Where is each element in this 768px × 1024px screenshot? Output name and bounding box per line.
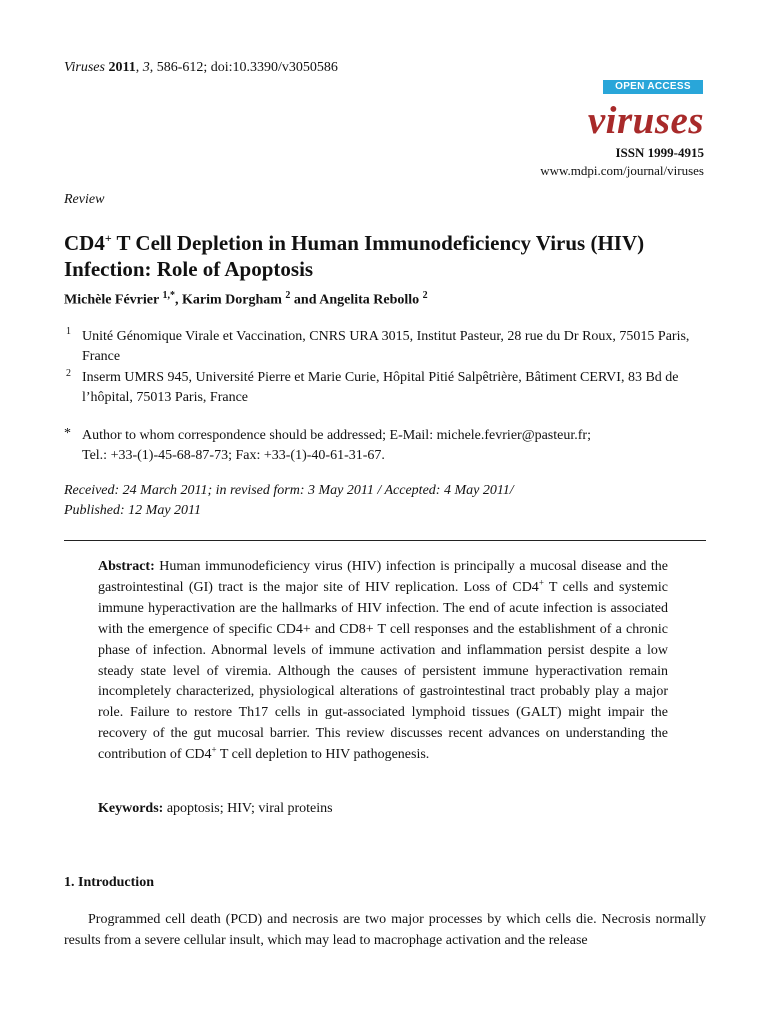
section-heading: 1. Introduction: [64, 875, 154, 890]
author-name: Karim Dorgham: [181, 292, 282, 308]
abstract-text: T cells and systemic immune hyperactivation are the hallmarks of HIV infection. The end of acute infection is associated with the emergence of specific CD4+ and CD8+ T cell responses and the establishment of a chronic phase of infection. Abnormal levels of immune activation and inflammation persist despite a low steady state level of viremia. Although the causes of persistent immune hyperactivation remain incompletely characterized, physiological alterations of gastrointestinal tract probably play a major role. Failure to restore Th17 cells in gut-associated lymphoid tissues (GALT) might impair the recovery of the gut mucosal barrier. This review discusses recent advances on understanding the contribution of CD4: [98, 579, 668, 763]
citation-line: Viruses 2011, 3, 586-612; doi:10.3390/v3050586: [64, 60, 338, 75]
open-access-badge: OPEN ACCESS: [603, 80, 703, 94]
author-name: Michèle Février: [64, 292, 159, 308]
citation-volume: 3: [142, 60, 150, 75]
journal-issn: ISSN 1999-4915: [615, 145, 704, 160]
author-affiliation-marker: 2: [285, 290, 291, 301]
affiliation-text: Unité Génomique Virale et Vaccination, CNRS URA 3015, Institut Pasteur, 28 rue du Dr Roux, 75015 Paris, France: [82, 329, 690, 364]
introduction-paragraph: Programmed cell death (PCD) and necrosis are two major processes by which cells die. Necrosis normally results from a severe cellular insult, which may lead to macrophage activation and the release: [64, 912, 706, 948]
author-separator: ,: [174, 292, 182, 308]
author-list: [64, 290, 428, 309]
journal-logo: viruses: [587, 99, 704, 142]
keywords: [98, 801, 333, 817]
author-separator: and: [290, 292, 320, 308]
title-part1: CD4: [64, 231, 105, 255]
abstract-text: Human immunodeficiency virus (HIV) infection is principally a mucosal disease and the gastrointestinal (GI) tract is the major site of HIV replication. Loss of CD4: [98, 559, 668, 595]
correspondence-line: Author to whom correspondence should be addressed; E-Mail: michele.fevrier@pasteur.fr;: [82, 428, 591, 443]
abstract-superscript: +: [538, 577, 544, 588]
abstract-superscript: +: [211, 744, 217, 755]
journal-url[interactable]: www.mdpi.com/journal/viruses: [540, 163, 704, 178]
citation-pages-doi: 586-612; doi:10.3390/v3050586: [156, 60, 338, 75]
correspondence-text: [82, 426, 707, 466]
correspondence-line: Tel.: +33-(1)-45-68-87-73; Fax: +33-(1)-40-61-31-67.: [82, 448, 385, 463]
horizontal-rule: [64, 540, 706, 541]
affiliation-text: Inserm UMRS 945, Université Pierre et Marie Curie, Hôpital Pitié Salpêtrière, Bâtiment CERVI, 83 Bd de l’hôpital, 75013 Paris, France: [82, 370, 679, 405]
keywords-text: apoptosis; HIV; viral proteins: [163, 801, 333, 816]
abstract-text: T cell depletion to HIV pathogenesis.: [216, 747, 430, 763]
author-affiliation-marker: 2: [422, 290, 428, 301]
article-type: Review: [64, 192, 105, 207]
title-superscript: +: [104, 231, 112, 245]
citation-year: 2011: [108, 60, 136, 75]
publication-dates: [64, 481, 704, 521]
abstract: [98, 557, 668, 766]
abstract-label: Abstract:: [98, 559, 155, 574]
title-part2: T Cell Depletion in Human Immunodeficiency Virus (HIV) Infection: Role of Apoptosis: [64, 231, 645, 281]
keywords-label: Keywords:: [98, 801, 164, 816]
dates-line: Published: 12 May 2011: [64, 503, 201, 518]
citation-journal: Viruses: [64, 60, 105, 75]
affiliation-number: 2: [66, 368, 71, 379]
author-name: Angelita Rebollo: [319, 292, 420, 308]
paper-title: [64, 225, 724, 282]
author-affiliation-marker: 1,*: [162, 290, 175, 301]
dates-line: Received: 24 March 2011; in revised form: 3 May 2011 / Accepted: 4 May 2011/: [64, 483, 514, 498]
affiliation-number: 1: [66, 326, 71, 337]
correspondence-marker: *: [64, 426, 71, 441]
